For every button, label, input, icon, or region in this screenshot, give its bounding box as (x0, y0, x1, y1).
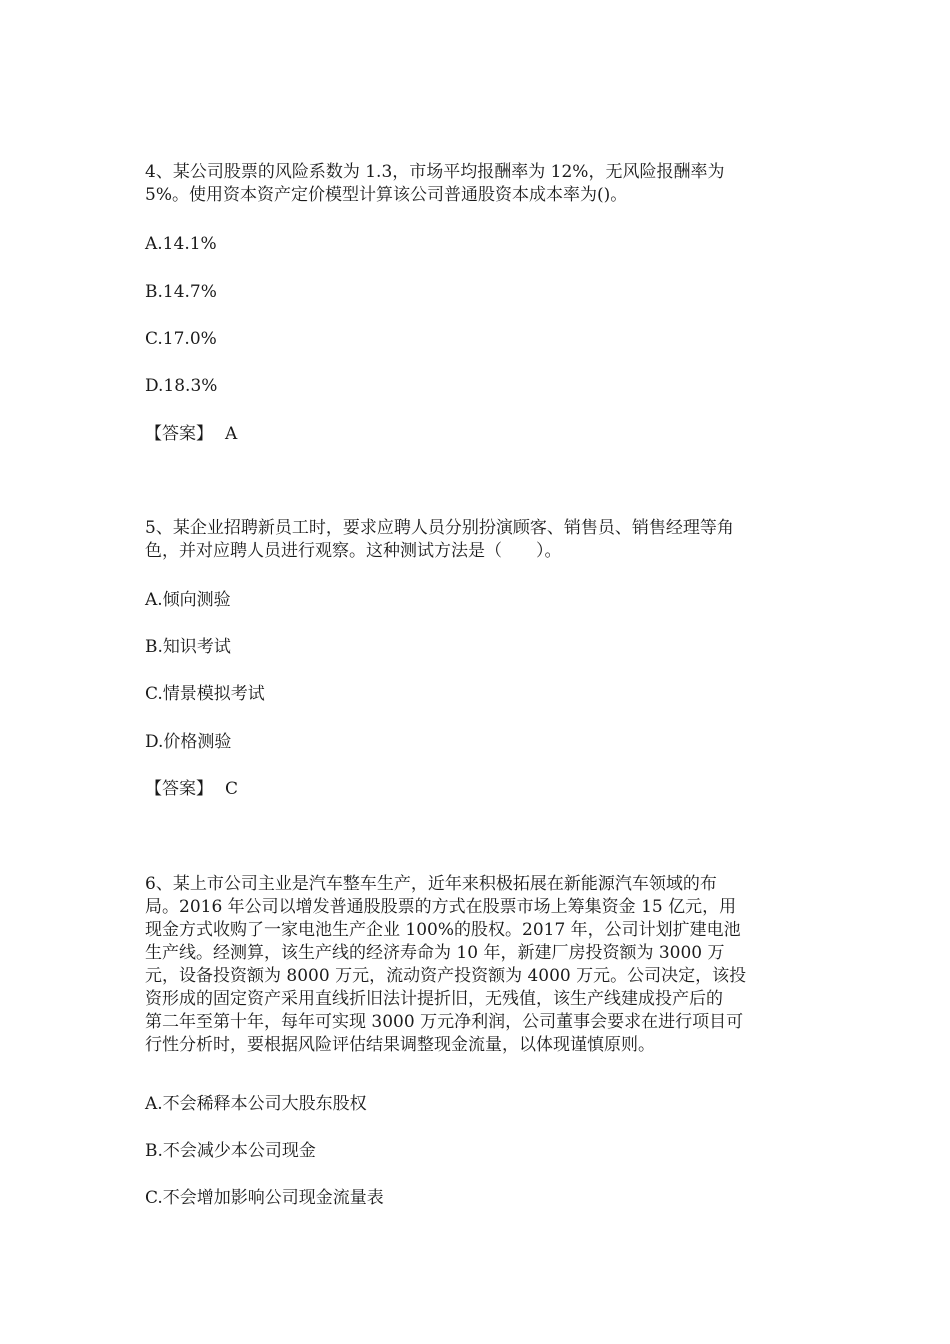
question-6-stem-line-2: 局。2016 年公司以增发普通股股票的方式在股票市场上筹集资金 15 亿元，用 (145, 897, 737, 917)
question-6-option-a: A.不会稀释本公司大股东股权 (145, 1094, 367, 1114)
question-4-option-a: A.14.1% (145, 234, 217, 254)
question-6-stem-line-8: 行性分析时，要根据风险评估结果调整现金流量，以体现谨慎原则。 (145, 1035, 655, 1055)
question-4-stem-line-2: 5%。使用资本资产定价模型计算该公司普通股资本成本率为()。 (145, 185, 628, 205)
answer-value: C (225, 779, 239, 799)
question-4-option-d: D.18.3% (145, 376, 218, 396)
question-4-stem-line-1: 4、某公司股票的风险系数为 1.3，市场平均报酬率为 12%，无风险报酬率为 (145, 162, 725, 182)
question-6-stem-line-1: 6、某上市公司主业是汽车整车生产，近年来积极拓展在新能源汽车领域的布 (145, 874, 717, 894)
question-4-option-c: C.17.0% (145, 329, 217, 349)
question-6-stem-line-5: 元，设备投资额为 8000 万元，流动资产投资额为 4000 万元。公司决定，该投 (145, 966, 747, 986)
question-5-stem-line-1: 5、某企业招聘新员工时，要求应聘人员分别扮演顾客、销售员、销售经理等角 (145, 518, 734, 538)
question-6-stem-line-7: 第二年至第十年，每年可实现 3000 万元净利润，公司董事会要求在进行项目可 (145, 1012, 744, 1032)
question-6-stem-line-6: 资形成的固定资产采用直线折旧法计提折旧，无残值，该生产线建成投产后的 (145, 989, 723, 1009)
question-6-stem (145, 873, 810, 1057)
question-5-option-b: B.知识考试 (145, 637, 231, 657)
question-4-stem (145, 161, 810, 207)
question-5-answer (145, 778, 810, 801)
question-4-answer (145, 423, 810, 446)
answer-label: 【答案】 (145, 424, 213, 444)
question-5-stem (145, 517, 810, 563)
question-6-stem-line-4: 生产线。经测算，该生产线的经济寿命为 10 年，新建厂房投资额为 3000 万 (145, 943, 725, 963)
question-5-stem-line-2: 色，并对应聘人员进行观察。这种测试方法是（ ）。 (145, 541, 562, 561)
answer-value: A (225, 424, 238, 444)
question-5-option-a: A.倾向测验 (145, 590, 231, 610)
question-6-option-c: C.不会增加影响公司现金流量表 (145, 1188, 384, 1208)
question-6-stem-line-3: 现金方式收购了一家电池生产企业 100%的股权。2017 年，公司计划扩建电池 (145, 920, 741, 940)
answer-label: 【答案】 (145, 779, 213, 799)
question-5-option-d: D.价格测验 (145, 732, 232, 752)
question-5-option-c: C.情景模拟考试 (145, 684, 265, 704)
question-4-option-b: B.14.7% (145, 282, 217, 302)
question-6-option-b: B.不会减少本公司现金 (145, 1141, 316, 1161)
